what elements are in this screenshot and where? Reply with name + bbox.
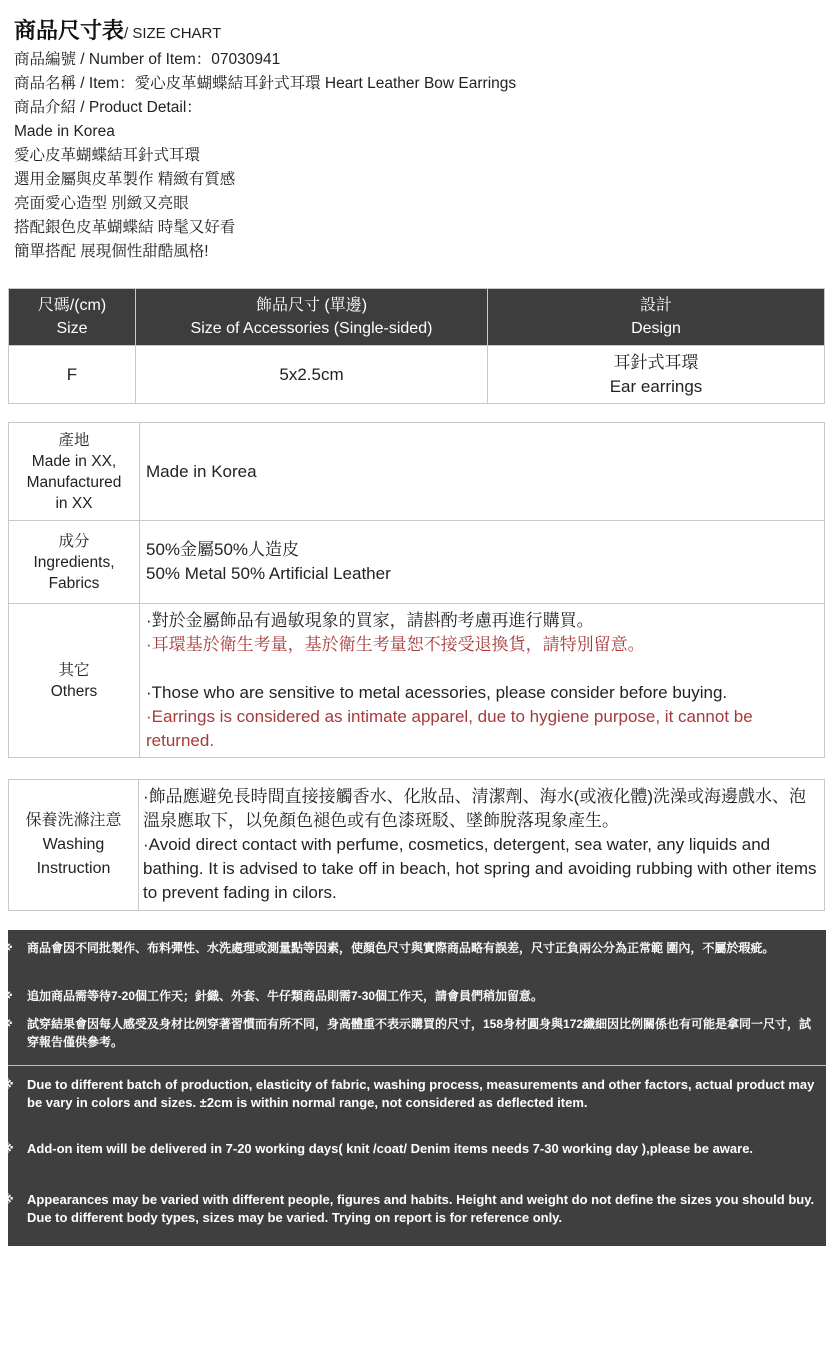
product-detail-line: Made in Korea: [14, 123, 115, 140]
note-mark: ※: [1, 989, 13, 1003]
washing-label-zh: 保養洗滌注意: [25, 812, 122, 829]
others-label-zh: 其它: [58, 661, 90, 679]
spacer: [146, 657, 820, 681]
notes-divider: [8, 1065, 826, 1066]
washing-label-en: Washing: [42, 836, 105, 853]
product-detail-line: 亮面愛心造型 別緻又亮眼: [14, 195, 189, 212]
size-header-zh: 尺碼/(cm): [37, 297, 107, 314]
design-zh: 耳針式耳環: [613, 352, 699, 372]
no-return-notice-en: ·Earrings is considered as intimate apparel, due to hygiene purpose, it cannot be returned.: [146, 706, 753, 750]
accessory-size-column-header: [136, 289, 488, 346]
others-label: [9, 604, 140, 758]
design-header-zh: 設計: [639, 297, 672, 314]
product-detail-line: 選用金屬與皮革製作 精緻有質感: [14, 171, 236, 188]
note-mark: ※: [1, 1192, 14, 1207]
note-zh: [1, 1015, 818, 1051]
ingredients-value-zh: 50%金屬50%人造皮: [146, 540, 300, 559]
accessory-size-cell: 5x2.5cm: [136, 346, 488, 404]
washing-label: [9, 780, 139, 911]
note-text: Add-on item will be delivered in 7-20 working days( knit /coat/ Denim items needs 7-30 working day ),please be aware.: [27, 1141, 754, 1156]
note-zh: [1, 987, 818, 1005]
origin-label-zh: 產地: [58, 431, 90, 449]
washing-instruction-table: [8, 779, 825, 911]
no-return-notice-zh: ·耳環基於衛生考量，基於衛生考量恕不接受退換貨，請特別留意。: [146, 634, 645, 654]
ingredients-row: [9, 521, 825, 604]
note-mark: ※: [1, 1141, 14, 1156]
note-mark: ※: [1, 1017, 13, 1031]
page-subtitle: / SIZE CHART: [124, 25, 222, 42]
page-title: 商品尺寸表: [14, 18, 125, 43]
origin-label-en: Manufactured: [26, 473, 122, 491]
washing-value: [139, 780, 825, 911]
origin-value: Made in Korea: [140, 423, 825, 521]
others-value: [140, 604, 825, 758]
ingredients-label: [9, 521, 140, 604]
note-mark: ※: [1, 1077, 14, 1092]
note-text: 試穿結果會因每人感受及身材比例穿著習慣而有所不同，身高體重不表示購買的尺寸，158身材圓身與172纖細因比例關係也有可能是拿同一尺寸，試穿報告僅供參考。: [27, 1017, 812, 1049]
ingredients-label-en: Ingredients,: [33, 553, 115, 571]
origin-label-en: in XX: [55, 494, 93, 512]
note-zh: [1, 939, 818, 957]
washing-row: [9, 780, 825, 911]
size-chart-header-row: [9, 289, 825, 346]
table-row: [9, 346, 825, 404]
note-text: 商品會因不同批製作、布料彈性、水洗處理或測量點等因素，使顏色尺寸與實際商品略有誤差，尺寸正負兩公分為正常範 圍內，不屬於瑕疵。: [27, 941, 775, 955]
item-number-line: 商品編號 / Number of Item：07030941: [14, 51, 281, 68]
note-en: [1, 1140, 818, 1158]
product-detail-line: 簡單搭配 展現個性甜酷風格!: [14, 243, 209, 260]
allergy-notice-zh: ·對於金屬飾品有過敏現象的買家，請斟酌考慮再進行購買。: [146, 610, 594, 630]
washing-label-en: Instruction: [36, 860, 111, 877]
ingredients-label-en: Fabrics: [48, 574, 100, 592]
accessory-size-header-zh: 飾品尺寸 (單邊): [255, 297, 368, 314]
note-en: [1, 1076, 818, 1112]
ingredients-value-en: 50% Metal 50% Artificial Leather: [146, 564, 391, 583]
accessory-size-header-en: Size of Accessories (Single-sided): [190, 320, 433, 337]
title-row: [14, 14, 824, 48]
notes-panel: [1, 930, 826, 1246]
product-detail-line: 愛心皮革蝴蝶結耳針式耳環: [14, 147, 201, 164]
origin-row: [9, 423, 825, 521]
design-en: Ear earrings: [609, 376, 703, 396]
note-en: [1, 1191, 818, 1227]
size-column-header: [9, 289, 136, 346]
design-header-en: Design: [631, 320, 681, 337]
origin-label-en: Made in XX,: [31, 452, 117, 470]
note-text: 追加商品需等待7-20個工作天；針織、外套、牛仔類商品則需7-30個工作天，請會員們稍加留意。: [27, 989, 544, 1003]
origin-label: [9, 423, 140, 521]
product-detail-line: 搭配銀色皮革蝴蝶結 時髦又好看: [14, 219, 236, 236]
ingredients-label-zh: 成分: [58, 532, 90, 550]
size-header-en: Size: [56, 320, 88, 337]
others-label-en: Others: [50, 682, 98, 700]
note-text: Appearances may be varied with different people, figures and habits. Height and weight do not define the sizes you should buy. Due to different body types, sizes may be varied. Trying on report is for reference only.: [27, 1192, 815, 1225]
size-cell: F: [9, 346, 136, 404]
washing-text-zh: ·飾品應避免長時間直接接觸香水、化妝品、清潔劑、海水(或液化體)洗澡或海邊戲水、泡溫泉應取下，以免顏色褪色或有色漆斑駁、墜飾脫落現象產生。: [143, 787, 806, 830]
product-header: [14, 14, 824, 264]
others-row: [9, 604, 825, 758]
allergy-notice-en: ·Those who are sensitive to metal acessories, please consider before buying.: [146, 682, 728, 702]
product-detail-heading: 商品介紹 / Product Detail：: [14, 99, 202, 116]
item-name-line: 商品名稱 / Item：愛心皮革蝴蝶結耳針式耳環 Heart Leather Bow Earrings: [14, 75, 517, 92]
product-info-table: [8, 422, 825, 758]
washing-text-en: ·Avoid direct contact with perfume, cosmetics, detergent, sea water, any liquids and bathing. It is advised to take off in beach, hot spring and avoiding rubbing with other items to prevent fading in cilors.: [143, 835, 817, 902]
design-column-header: [488, 289, 825, 346]
note-text: Due to different batch of production, elasticity of fabric, washing process, measurements and other factors, actual product may be vary in colors and sizes. ±2cm is within normal range, not considered as deflected item.: [27, 1077, 815, 1110]
size-chart-table: [8, 288, 825, 404]
note-mark: ※: [1, 941, 13, 955]
design-cell: [488, 346, 825, 404]
ingredients-value: [140, 521, 825, 604]
